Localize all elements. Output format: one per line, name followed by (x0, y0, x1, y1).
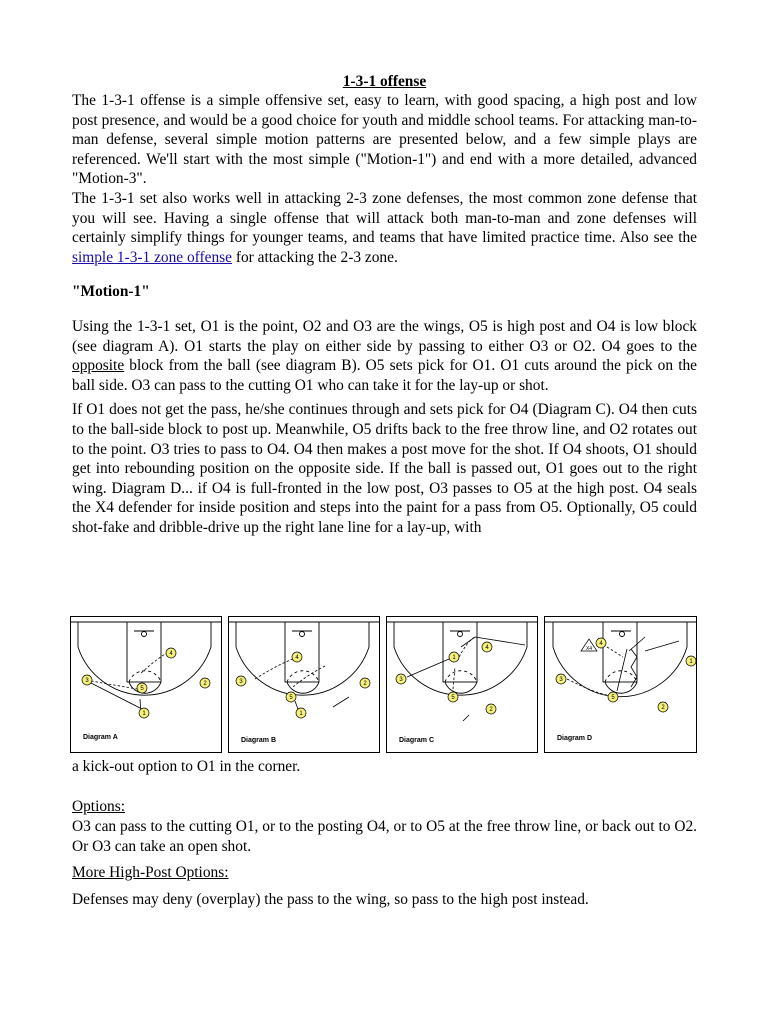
high-post-options-heading: More High-Post Options: (72, 864, 229, 881)
player-o4-marker (482, 642, 492, 652)
player-o2-marker (360, 678, 370, 688)
player-o4-label: 4 (295, 655, 299, 661)
diagram-d-label: Diagram D (557, 735, 593, 742)
diagram-b-label: Diagram B (241, 737, 277, 744)
player-o4-label: 4 (169, 651, 173, 657)
player-o5-marker (608, 692, 618, 702)
intro-paragraph-1: The 1-3-1 offense is a simple offensive set, easy to learn, with good spacing, a high post and low post presence, and would be a good choice for youth and middle school teams. For attacking man-to-man defense, several simple motion patterns are presented below, and a few simple plays are referenced. We'll start with the most simple ("Motion-1") and end with a more detailed, advanced "Motion-3". (72, 92, 697, 188)
player-o2-label: 2 (203, 681, 207, 687)
options-text: O3 can pass to the cutting O1, or to the posting O4, or to O5 at the free throw line, or back out to O2. Or O3 can take an open shot. (72, 818, 697, 855)
motion1-paragraph-1: Using the 1-3-1 set, O1 is the point, O2 and O3 are the wings, O5 is high post and O4 is low block (see diagram A). O1 starts the play on either side by passing to either O3 or O2. O4 goes to the opposite block from the ball (see diagram B). O5 sets pick for O1. O1 cuts around the pick on the ball side. O3 can pass to the cutting O1 who can take it for the lay-up or shot. (72, 317, 697, 394)
player-o3-marker (556, 674, 566, 684)
player-o3-label: 3 (559, 677, 563, 683)
player-o5-label: 5 (611, 695, 615, 701)
player-o1-label: 1 (299, 711, 303, 717)
intro-paragraph-2: The 1-3-1 set also works well in attacking 2-3 zone defenses, the most common zone defense that you will see. Having a single offense that will attack both man-to-man and zone defenses will certainly simplify things for younger teams, and teams that have limited practice time. Also see the simple 1-3-1 zone offense for attacking the 2-3 zone. (72, 189, 697, 266)
diagram-b (228, 616, 380, 753)
player-o3-label: 3 (85, 678, 89, 684)
player-o1-label: 1 (142, 711, 146, 717)
player-o3-marker (396, 674, 406, 684)
player-o5-label: 5 (140, 686, 144, 692)
player-o5-label: 5 (451, 695, 455, 701)
player-o4-marker (292, 652, 302, 662)
high-post-options-text: Defenses may deny (overplay) the pass to the wing, so pass to the high post instead. (72, 891, 589, 908)
defender-x4-marker (581, 639, 597, 652)
player-o2-label: 2 (661, 705, 665, 711)
diagram-d (544, 616, 697, 753)
player-o5-marker (137, 683, 147, 693)
motion1-heading: "Motion-1" (72, 283, 150, 301)
player-o1-label: 1 (689, 659, 693, 665)
player-o4-label: 4 (599, 641, 603, 647)
player-o1-marker (449, 652, 459, 662)
player-o3-marker (236, 676, 246, 686)
player-o2-label: 2 (489, 707, 493, 713)
player-o4-marker (596, 638, 606, 648)
player-o1-label: 1 (452, 655, 456, 661)
player-o2-marker (486, 704, 496, 714)
motion1-continuation: a kick-out option to O1 in the corner. (72, 758, 301, 775)
diagram-a (70, 616, 222, 753)
player-o3-label: 3 (399, 677, 403, 683)
diagram-a-label: Diagram A (83, 734, 118, 741)
motion1-paragraph-2: If O1 does not get the pass, he/she continues through and sets pick for O4 (Diagram C). O4 then cuts to the ball-side block to post up. Meanwhile, O5 drifts back to the free throw line, and O2 rotates out to the point. O3 tries to pass to O4. O4 then makes a post move for the shot. If O4 shoots, O1 should get into rebounding position on the opposite side. If the ball is passed out, O1 goes out to the right wing. Diagram D... if O4 is full-fronted in the low post, O3 passes to O5 at the high post. O4 seals the X4 defender for inside position and steps into the paint for a pass from O5. Optionally, O5 could shot-fake and dribble-drive up the right lane line for a lay-up, with (72, 401, 697, 536)
player-o4-marker (166, 648, 176, 658)
options-heading: Options: (72, 798, 126, 815)
player-o1-marker (296, 708, 306, 718)
zone-offense-link[interactable]: simple 1-3-1 zone offense (72, 248, 232, 266)
player-o3-marker (82, 675, 92, 685)
player-o3-label: 3 (239, 679, 243, 685)
page-title: 1-3-1 offense (342, 73, 427, 90)
player-o4-label: 4 (485, 645, 489, 651)
document-page (72, 72, 697, 537)
diagram-c-label: Diagram C (399, 737, 435, 744)
defender-x4-label: X4 (585, 646, 593, 652)
player-o2-marker (658, 702, 668, 712)
player-o1-marker (686, 656, 696, 666)
player-o5-label: 5 (289, 695, 293, 701)
player-o5-marker (286, 692, 296, 702)
play-diagrams (70, 616, 697, 753)
diagram-c (386, 616, 538, 753)
player-o2-marker (200, 678, 210, 688)
player-o1-marker (139, 708, 149, 718)
player-o5-marker (448, 692, 458, 702)
player-o2-label: 2 (363, 681, 367, 687)
